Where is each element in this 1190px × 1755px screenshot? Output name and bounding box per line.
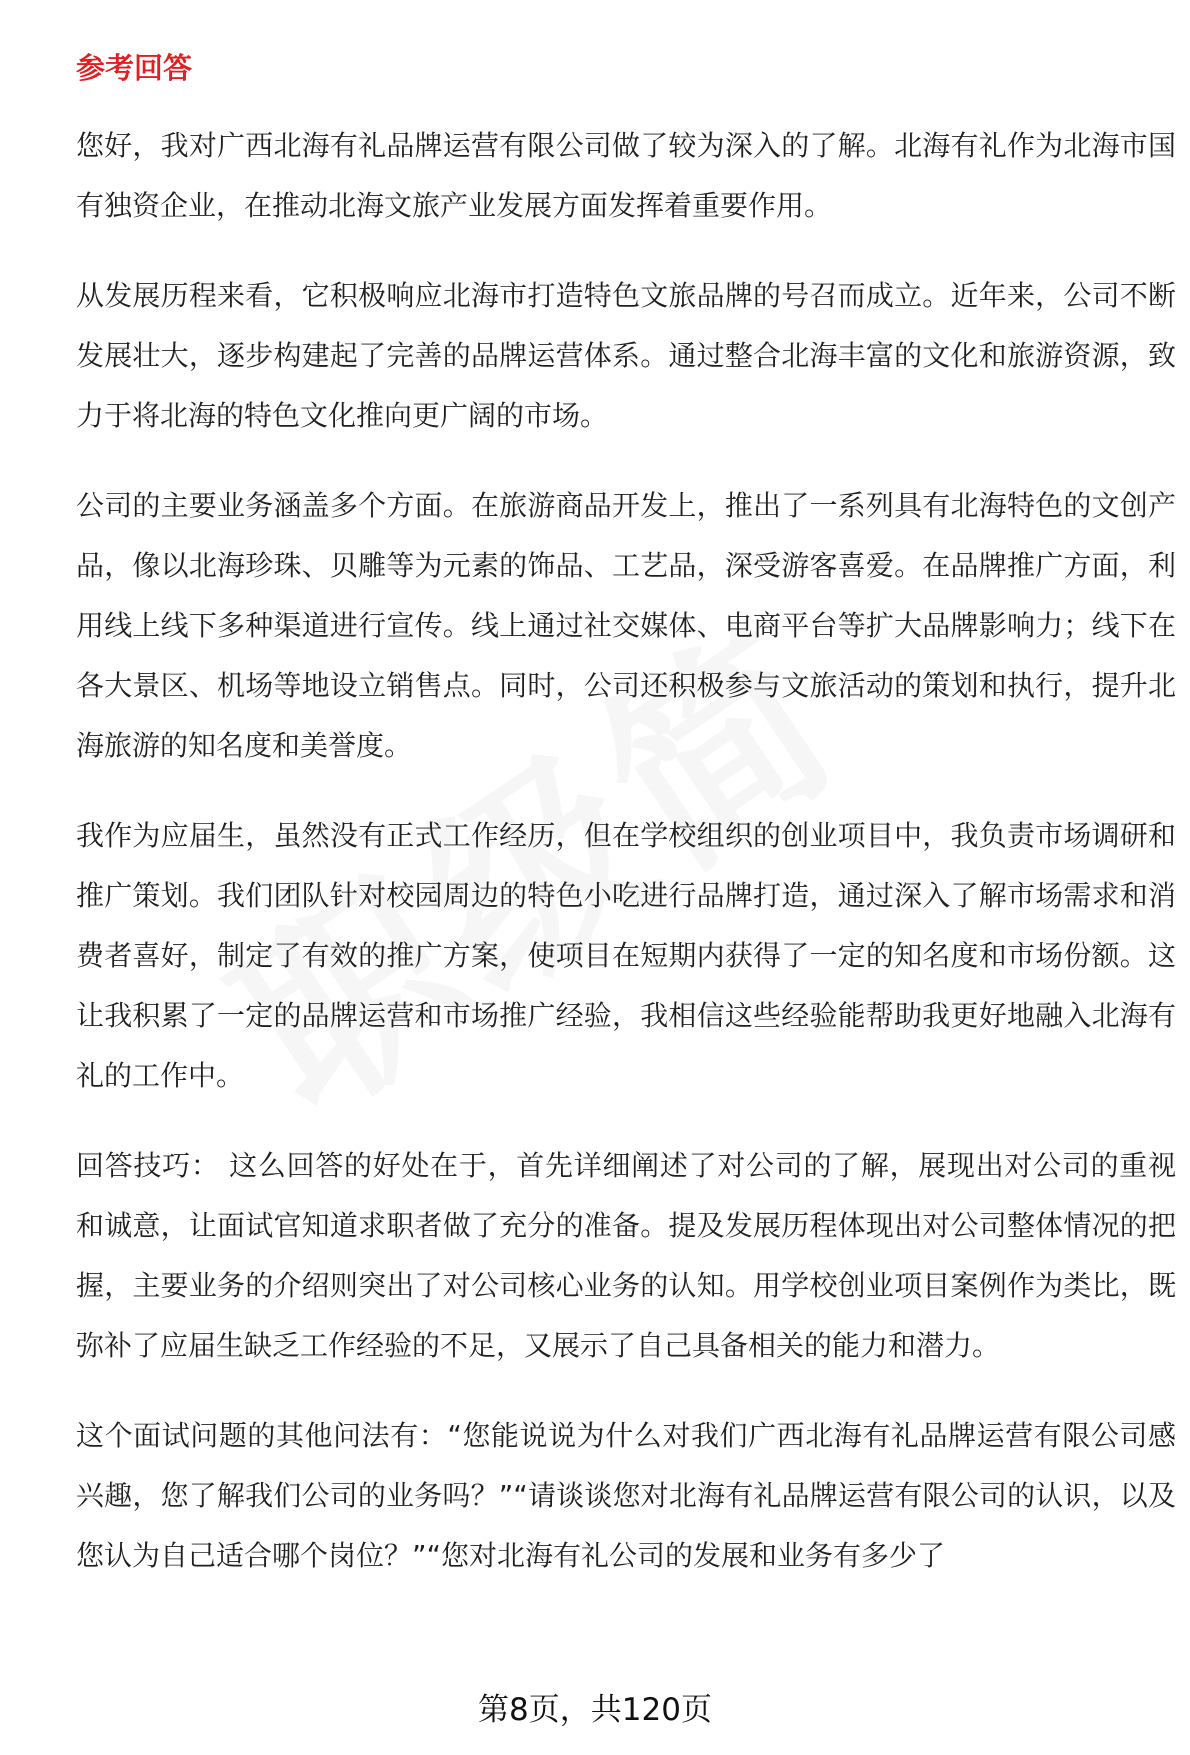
document-body [76, 48, 1176, 1616]
page-number: 第8页，共120页 [478, 1692, 712, 1728]
paragraph-alternatives: 这个面试问题的其他问法有：“您能说说为什么对我们广西北海有礼品牌运营有限公司感兴趣，您了解我们公司的业务吗？”“请谈谈您对北海有礼品牌运营有限公司的认识，以及您认为自己适合哪个岗位？”“您对北海有礼公司的发展和业务有多少了 [76, 1419, 1176, 1572]
paragraph-business: 公司的主要业务涵盖多个方面。在旅游商品开发上，推出了一系列具有北海特色的文创产品，像以北海珍珠、贝雕等为元素的饰品、工艺品，深受游客喜爱。在品牌推广方面，利用线上线下多种渠道进行宣传。线上通过社交媒体、电商平台等扩大品牌影响力；线下在各大景区、机场等地设立销售点。同时，公司还积极参与文旅活动的策划和执行，提升北海旅游的知名度和美誉度。 [76, 489, 1176, 762]
section-heading: 参考回答 [76, 51, 193, 85]
paragraph-experience: 我作为应届生，虽然没有正式工作经历，但在学校组织的创业项目中，我负责市场调研和推广策划。我们团队针对校园周边的特色小吃进行品牌打造，通过深入了解市场需求和消费者喜好，制定了有效的推广方案，使项目在短期内获得了一定的知名度和市场份额。这让我积累了一定的品牌运营和市场推广经验，我相信这些经验能帮助我更好地融入北海有礼的工作中。 [76, 819, 1176, 1092]
paragraph-intro: 您好，我对广西北海有礼品牌运营有限公司做了较为深入的了解。北海有礼作为北海市国有独资企业，在推动北海文旅产业发展方面发挥着重要作用。 [76, 129, 1176, 222]
paragraph-tips: 回答技巧： 这么回答的好处在于，首先详细阐述了对公司的了解，展现出对公司的重视和诚意，让面试官知道求职者做了充分的准备。提及发展历程体现出对公司整体情况的把握，主要业务的介绍则突出了对公司核心业务的认知。用学校创业项目案例作为类比，既弥补了应届生缺乏工作经验的不足，又展示了自己具备相关的能力和潜力。 [76, 1149, 1176, 1362]
paragraph-history: 从发展历程来看，它积极响应北海市打造特色文旅品牌的号召而成立。近年来，公司不断发展壮大，逐步构建起了完善的品牌运营体系。通过整合北海丰富的文化和旅游资源，致力于将北海的特色文化推向更广阔的市场。 [76, 279, 1176, 432]
